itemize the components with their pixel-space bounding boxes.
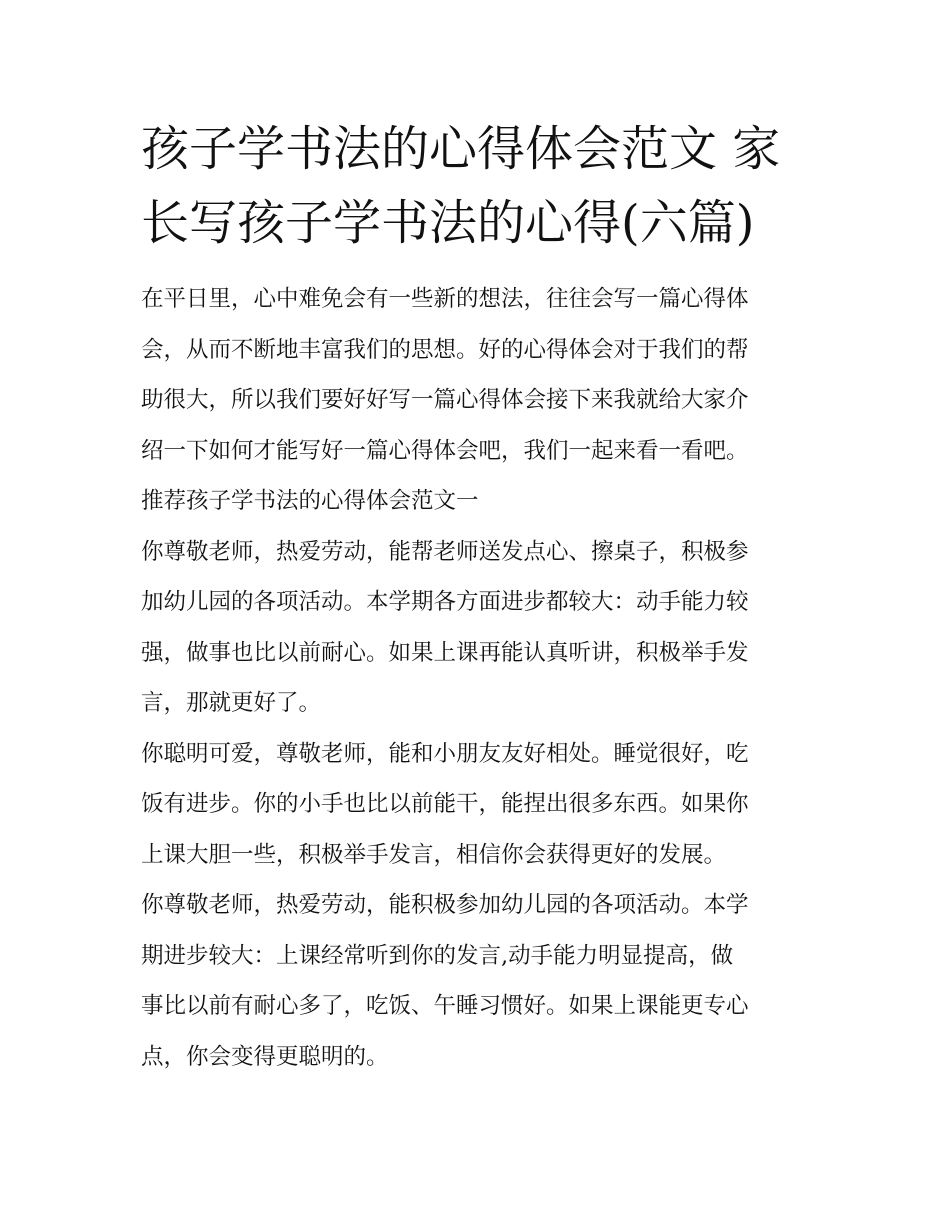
section-heading: 推荐孩子学书法的心得体会范文一 [141, 488, 479, 514]
document-title: 孩子学书法的心得体会范文 家 长写孩子学书法的心得(六篇) [141, 121, 781, 251]
body-paragraph-2: 你聪明可爱，尊敬老师，能和小朋友友好相处。睡觉很好，吃 饭有进步。你的小手也比以前能干，能捏出很多东西。如果你 上课大胆一些，积极举手发言，相信你会获得更好的发展。 [141, 740, 749, 868]
intro-paragraph: 在平日里，心中难免会有一些新的想法，往往会写一篇心得体 会，从而不断地丰富我们的思想。好的心得体会对于我们的帮 助很大，所以我们要好好写一篇心得体会接下来我就给大家介 绍一下如何才能写好一篇心得体会吧，我们一起来看一看吧。 [141, 286, 749, 464]
document-page [141, 112, 813, 1082]
body-paragraph-3: 你尊敬老师，热爱劳动，能积极参加幼儿园的各项活动。本学 期进步较大：上课经常听到你的发言,动手能力明显提高，做 事比以前有耐心多了，吃饭、午睡习惯好。如果上课能更专心 点，你会变得更聪明的。 [141, 892, 749, 1070]
body-paragraph-1: 你尊敬老师，热爱劳动，能帮老师送发点心、擦桌子，积极参 加幼儿园的各项活动。本学期各方面进步都较大：动手能力较 强，做事也比以前耐心。如果上课再能认真听讲，积极举手发 言，那就更好了。 [141, 538, 749, 716]
document-body [141, 274, 813, 1082]
